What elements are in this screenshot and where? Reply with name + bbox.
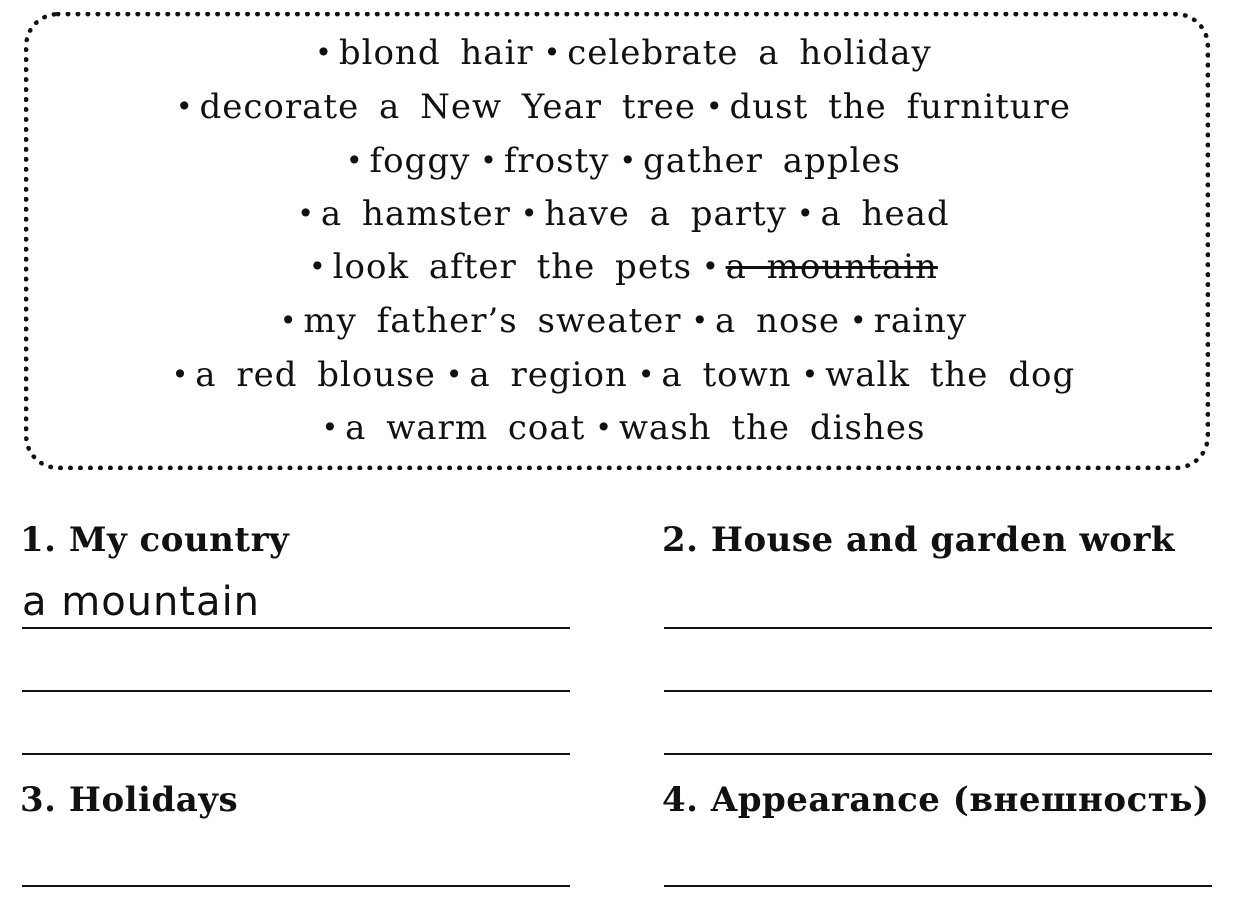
word-item: a region (469, 355, 628, 395)
word-item: foggy (369, 141, 471, 181)
bullet: • (595, 411, 613, 444)
word-item: frosty (503, 141, 610, 181)
section-title-house-and-garden-work: 2. House and garden work (662, 520, 1175, 560)
word-row (0, 194, 1237, 234)
word-item: gather apples (642, 141, 901, 181)
answer-line[interactable] (22, 885, 570, 887)
bullet: • (705, 90, 724, 123)
bullet: • (309, 250, 327, 283)
word-row (0, 247, 1237, 287)
word-item: have a party (544, 194, 787, 234)
bullet: • (520, 197, 539, 230)
bullet: • (315, 36, 333, 69)
word-item: wash the dishes (618, 408, 926, 448)
word-item: decorate a New Year tree (199, 87, 696, 127)
answer-line[interactable] (664, 885, 1212, 887)
answer-my-country-1[interactable]: a mountain (22, 579, 261, 625)
word-row (0, 355, 1237, 395)
word-item: a warm coat (345, 408, 586, 448)
answer-line[interactable] (22, 753, 570, 755)
bullet: • (279, 304, 298, 337)
word-item: a nose (715, 301, 841, 341)
bullet: • (850, 304, 868, 337)
word-row (0, 141, 1237, 181)
answer-line[interactable] (22, 690, 570, 692)
bullet: • (345, 144, 364, 177)
word-row (0, 408, 1237, 448)
word-item-struck: a mountain (725, 247, 938, 287)
answer-line[interactable] (22, 627, 570, 629)
word-box (24, 12, 1210, 470)
word-item: walk the dog (825, 355, 1076, 395)
bullet: • (637, 358, 656, 391)
bullet: • (619, 144, 637, 177)
answer-line[interactable] (664, 627, 1212, 629)
word-row (0, 33, 1237, 73)
word-item: dust the furniture (729, 87, 1072, 127)
bullet: • (480, 144, 498, 177)
bullet: • (445, 358, 464, 391)
answer-line[interactable] (664, 753, 1212, 755)
section-title-holidays: 3. Holidays (20, 780, 239, 820)
section-title-appearance: 4. Appearance (внешность) (662, 780, 1210, 820)
answer-line[interactable] (664, 690, 1212, 692)
word-item: look after the pets (332, 247, 693, 287)
word-item: my father’s sweater (303, 301, 682, 341)
word-item: a red blouse (195, 355, 436, 395)
bullet: • (801, 358, 820, 391)
word-item: a town (661, 355, 792, 395)
bullet: • (796, 197, 815, 230)
bullet: • (543, 36, 562, 69)
bullet: • (297, 197, 315, 230)
word-item: rainy (873, 301, 968, 341)
bullet: • (702, 250, 720, 283)
bullet: • (321, 411, 340, 444)
section-title-my-country: 1. My country (20, 520, 290, 560)
word-row (0, 301, 1237, 341)
word-row (0, 87, 1237, 127)
word-item: a head (820, 194, 950, 234)
bullet: • (691, 304, 710, 337)
word-item: blond hair (338, 33, 534, 73)
word-item: celebrate a holiday (567, 33, 932, 73)
bullet: • (175, 90, 194, 123)
bullet: • (171, 358, 190, 391)
word-item: a hamster (320, 194, 511, 234)
